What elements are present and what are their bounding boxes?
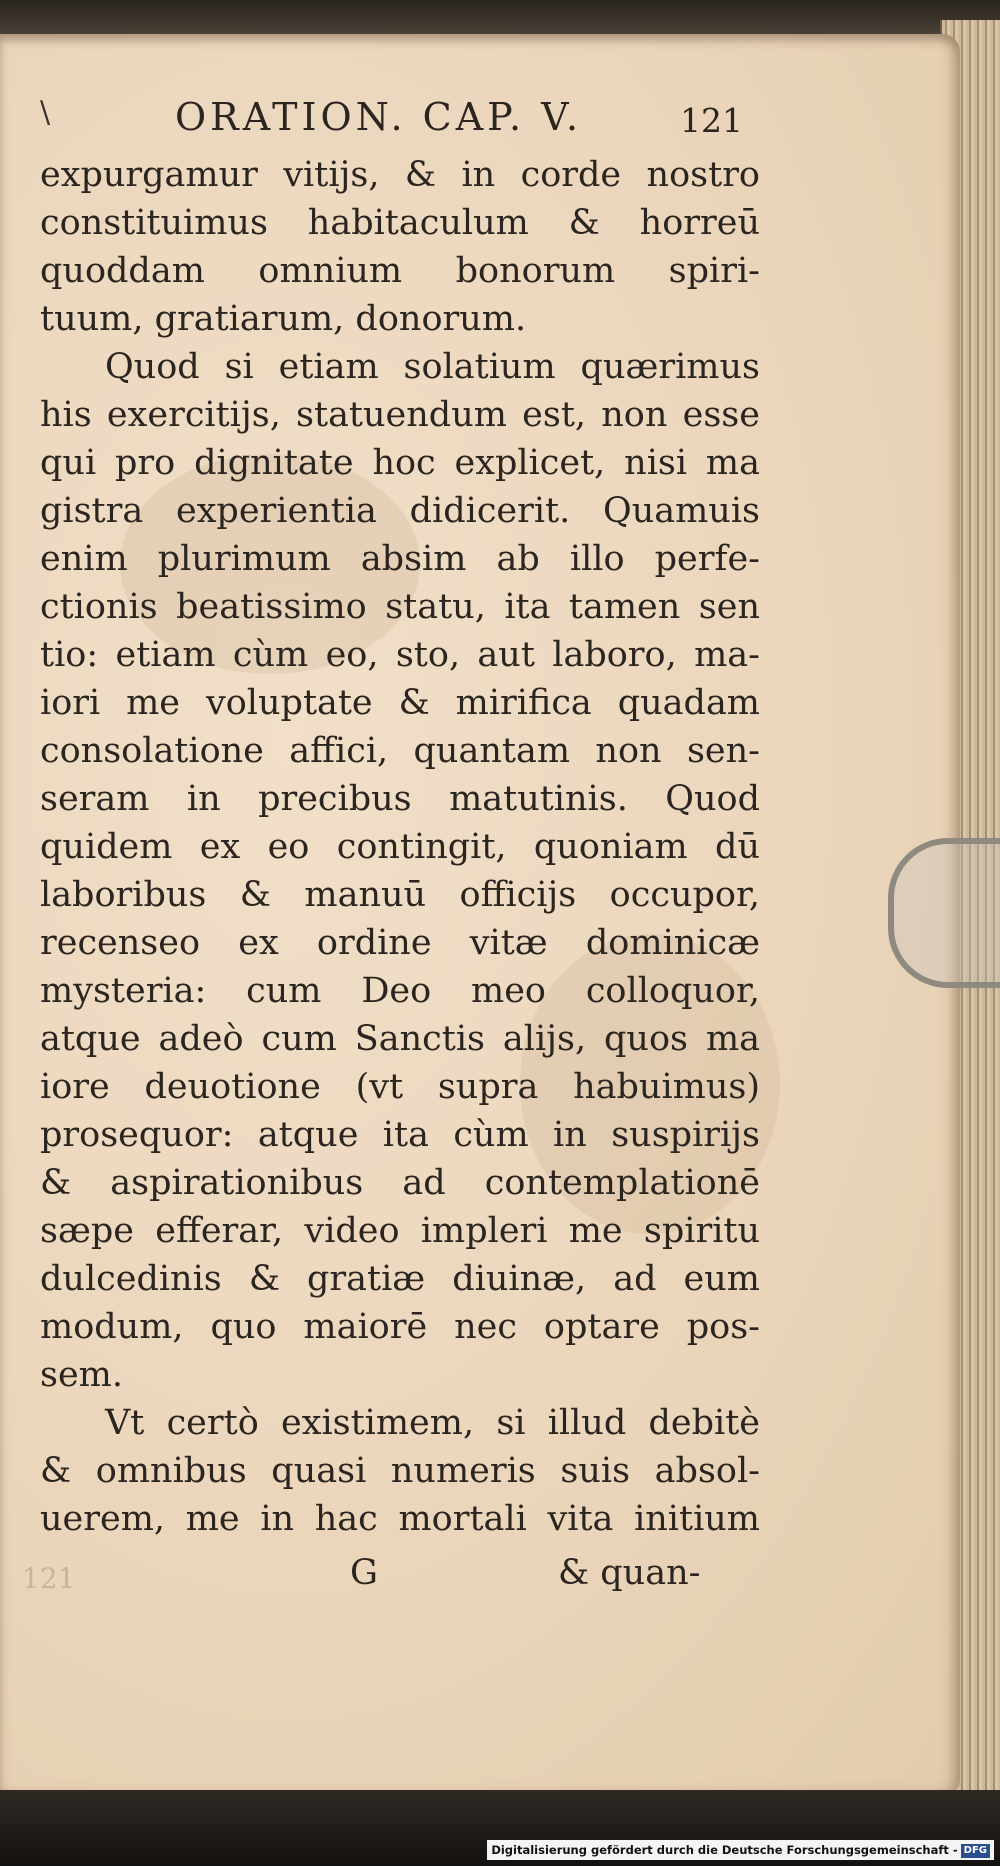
text-line: mysteria: cum Deo meo colloquor, [40,971,760,1011]
book-clasp [888,838,1000,988]
text-line: qui pro dignitate hoc explicet, nisi ma [40,443,760,483]
text-line: gistra experientia didicerit. Quamuis [40,491,760,531]
text-line: sæpe efferar, video impleri me spiritu [40,1211,760,1251]
signature-mark: G [350,1553,378,1593]
bleedthrough-text: 121 [22,1562,76,1595]
text-line: expurgamur vitijs, & in corde nostro [40,155,760,195]
page-footer [22,1549,760,1609]
text-line: dulcedinis & gratiæ diuinæ, ad eum [40,1259,760,1299]
body-text [40,151,760,1543]
text-line: iori me voluptate & mirifica quadam [40,683,760,723]
credit-text: Digitalisierung gefördert durch die Deutsche Forschungsgemeinschaft - [491,1843,958,1857]
text-line: atque adeò cum Sanctis alijs, quos ma [40,1019,760,1059]
text-line: seram in precibus matutinis. Quod [40,779,760,819]
text-line: tuum, gratiarum, donorum. [40,299,527,339]
text-line: Quod si etiam solatium quærimus [105,347,760,387]
text-line: recenseo ex ordine vitæ dominicæ [40,923,760,963]
text-line: tio: etiam cùm eo, sto, aut laboro, ma- [40,635,760,675]
page-number: 121 [680,101,743,140]
text-line: uerem, me in hac mortali vita initium [40,1499,760,1539]
text-line: & omnibus quasi numeris suis absol- [40,1451,760,1491]
text-line: quidem ex eo contingit, quoniam dū [40,827,760,867]
text-line: enim plurimum absim ab illo perfe- [40,539,760,579]
text-line: his exercitijs, statuendum est, non esse [40,395,760,435]
text-line: & aspirationibus ad contemplationē [40,1163,760,1203]
page-text [22,95,760,1609]
text-line: constituimus habitaculum & horreū [40,203,760,243]
text-line: iore deuotione (vt supra habuimus) [40,1067,760,1107]
text-line: ctionis beatissimo statu, ita tamen sen [40,587,760,627]
text-line: laboribus & manuū officijs occupor, [40,875,760,915]
dfg-logo: DFG [961,1844,990,1858]
catchword: & quan- [558,1553,701,1593]
text-line: consolatione affici, quantam non sen- [40,731,760,771]
digitization-credit [487,1840,994,1860]
text-line: prosequor: atque ita cùm in suspirijs [40,1115,760,1155]
text-line: quoddam omnium bonorum spiri- [40,251,760,291]
text-line: Vt certò existimem, si illud debitè [105,1403,760,1443]
text-line: modum, quo maiorē nec optare pos- [40,1307,760,1347]
margin-mark: \ [40,95,51,130]
page-header [40,95,760,151]
text-line: sem. [40,1355,123,1395]
running-title: ORATION. CAP. V. [175,95,583,139]
